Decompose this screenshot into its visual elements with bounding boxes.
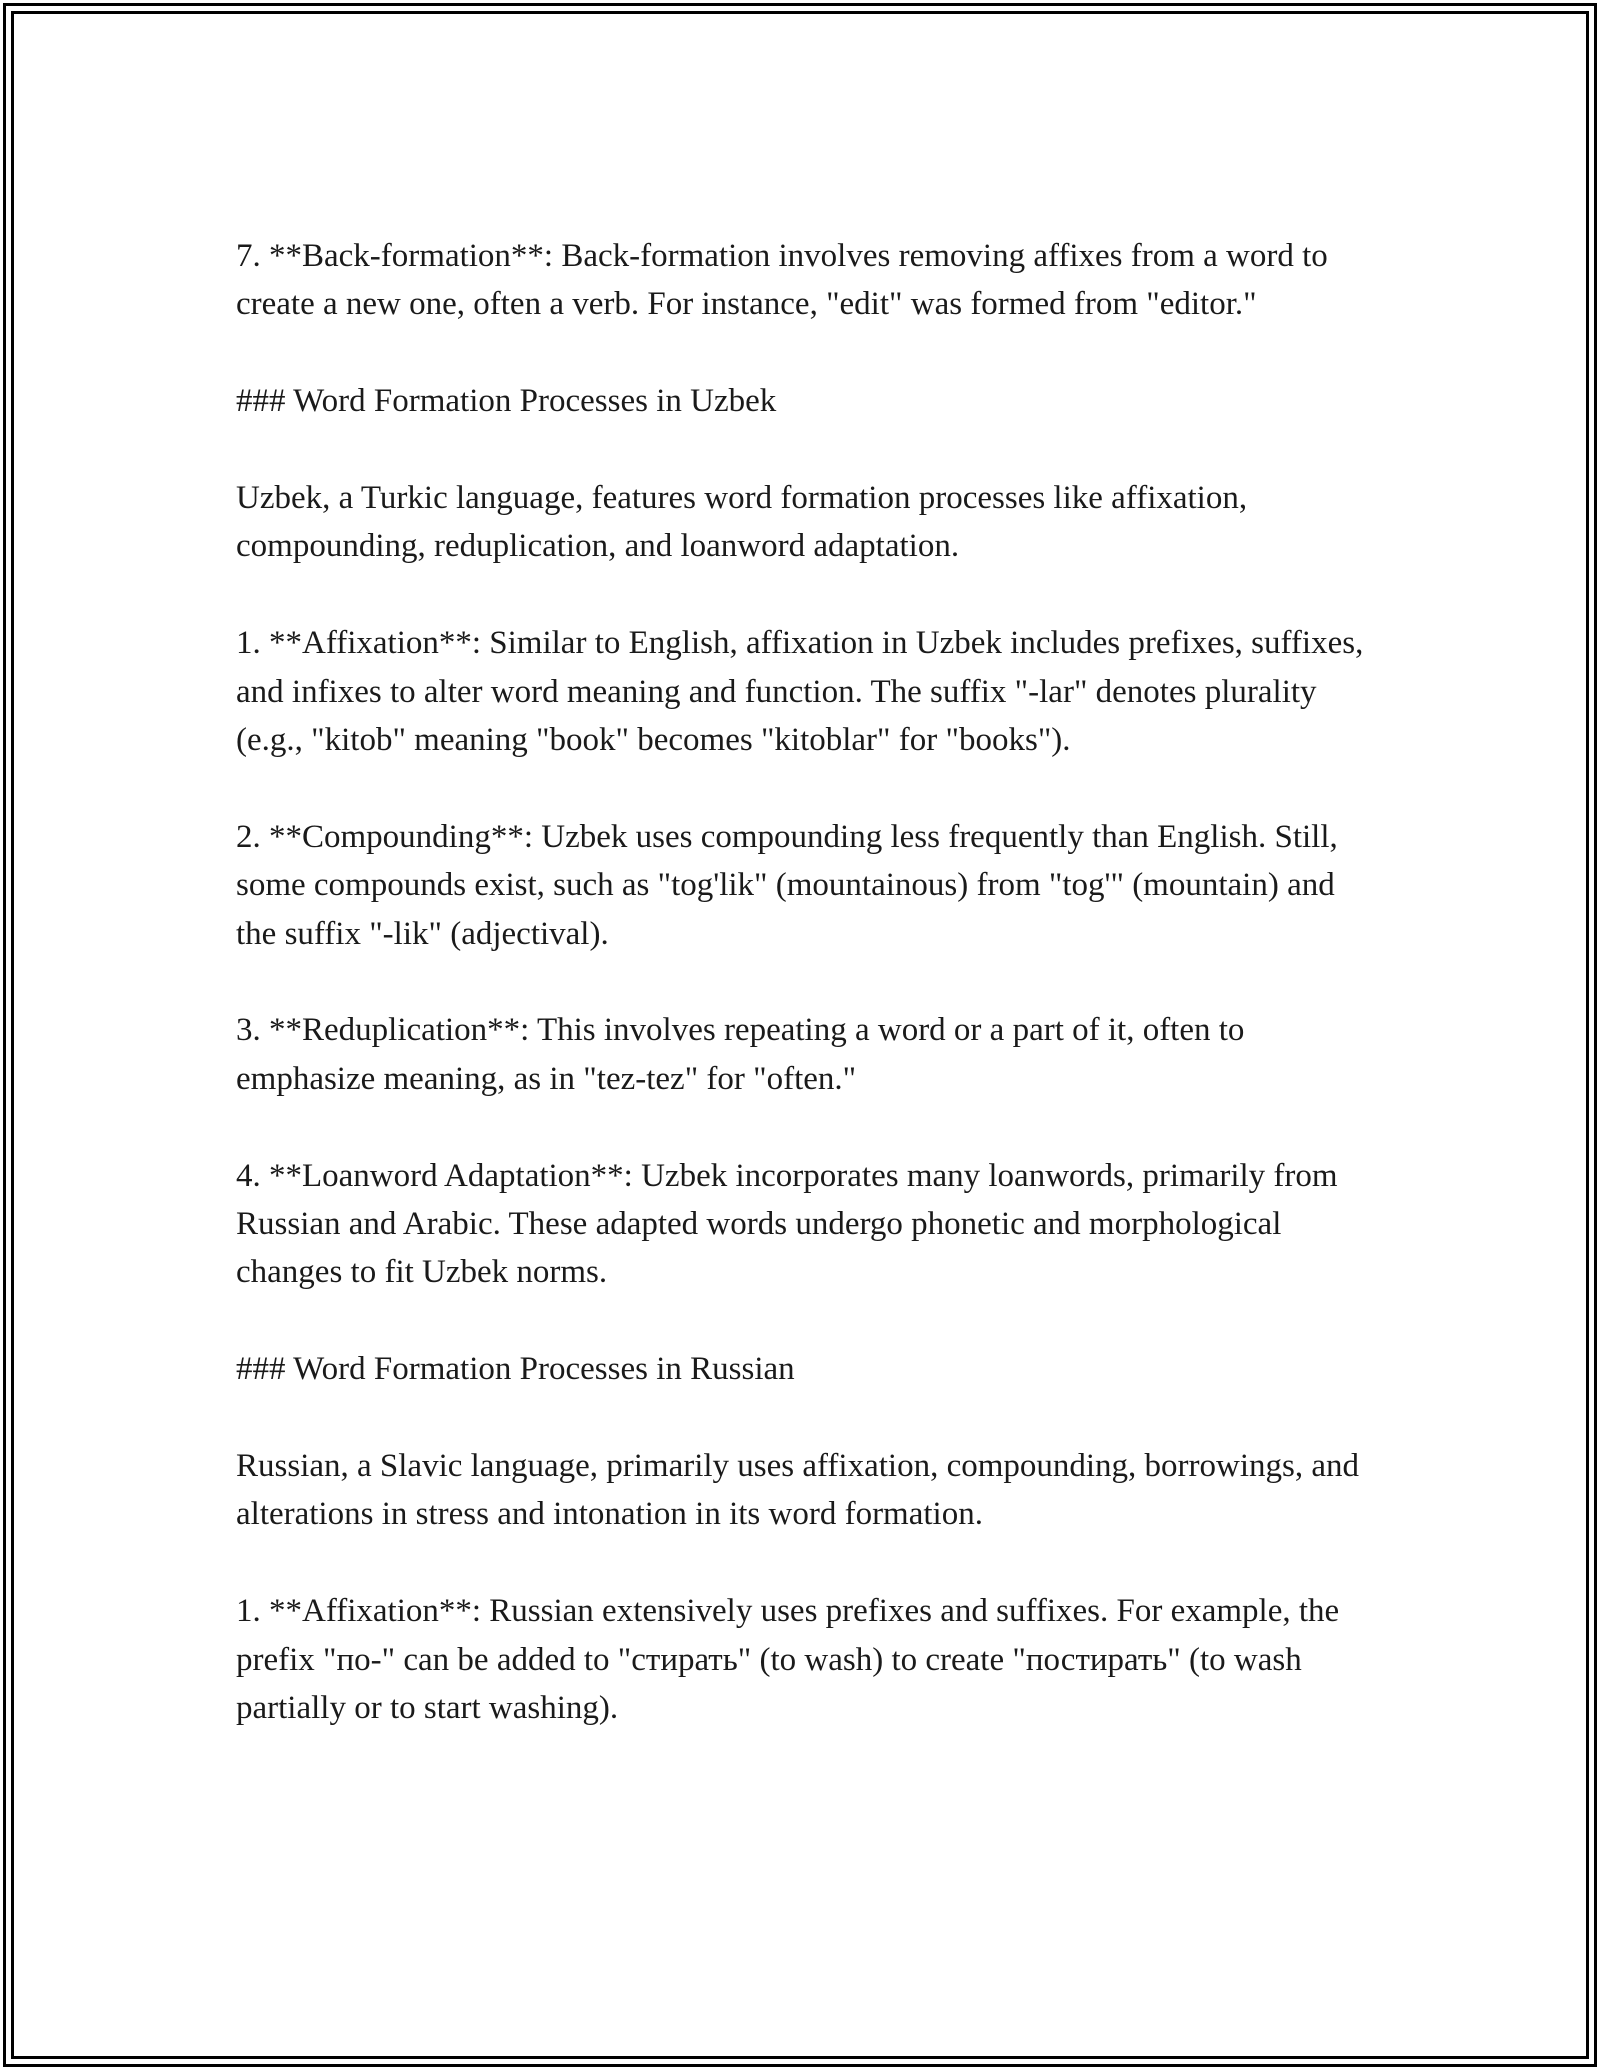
- uzbek-item-reduplication: 3. **Reduplication**: This involves repeating a word or a part of it, often to emphasize meaning, as in "tez-tez" for "often.": [236, 1012, 1245, 1097]
- uzbek-item-compounding: 2. **Compounding**: Uzbek uses compounding less frequently than English. Still, some compounds exist, such as "tog'lik" (mountainous) from "tog'" (mountain) and the suffix "-lik" (adjectival).: [236, 818, 1338, 952]
- section-heading-uzbek: ### Word Formation Processes in Uzbek: [236, 383, 777, 420]
- document-body: [236, 232, 1366, 1732]
- section-heading-russian: ### Word Formation Processes in Russian: [236, 1351, 795, 1388]
- uzbek-intro-paragraph: Uzbek, a Turkic language, features word formation processes like affixation, compounding, reduplication, and loanword adaptation.: [236, 480, 1248, 565]
- uzbek-item-loanword-adaptation: 4. **Loanword Adaptation**: Uzbek incorporates many loanwords, primarily from Russian and Arabic. These adapted words undergo phonetic and morphological changes to fit Uzbek norms.: [236, 1157, 1338, 1291]
- uzbek-item-affixation: 1. **Affixation**: Similar to English, affixation in Uzbek includes prefixes, suffixes, and infixes to alter word meaning and function. The suffix "-lar" denotes plurality (e.g., "kitob" meaning "book" becomes "kitoblar" for "books").: [236, 625, 1364, 759]
- list-item-back-formation: 7. **Back-formation**: Back-formation involves removing affixes from a word to create a new one, often a verb. For instance, "edit" was formed from "editor.": [236, 238, 1328, 323]
- russian-item-affixation: 1. **Affixation**: Russian extensively uses prefixes and suffixes. For example, the prefix "по-" can be added to "стирать" (to wash) to create "постирать" (to wash partially or to start washing).: [236, 1593, 1340, 1727]
- russian-intro-paragraph: Russian, a Slavic language, primarily uses affixation, compounding, borrowings, and alterations in stress and intonation in its word formation.: [236, 1448, 1360, 1533]
